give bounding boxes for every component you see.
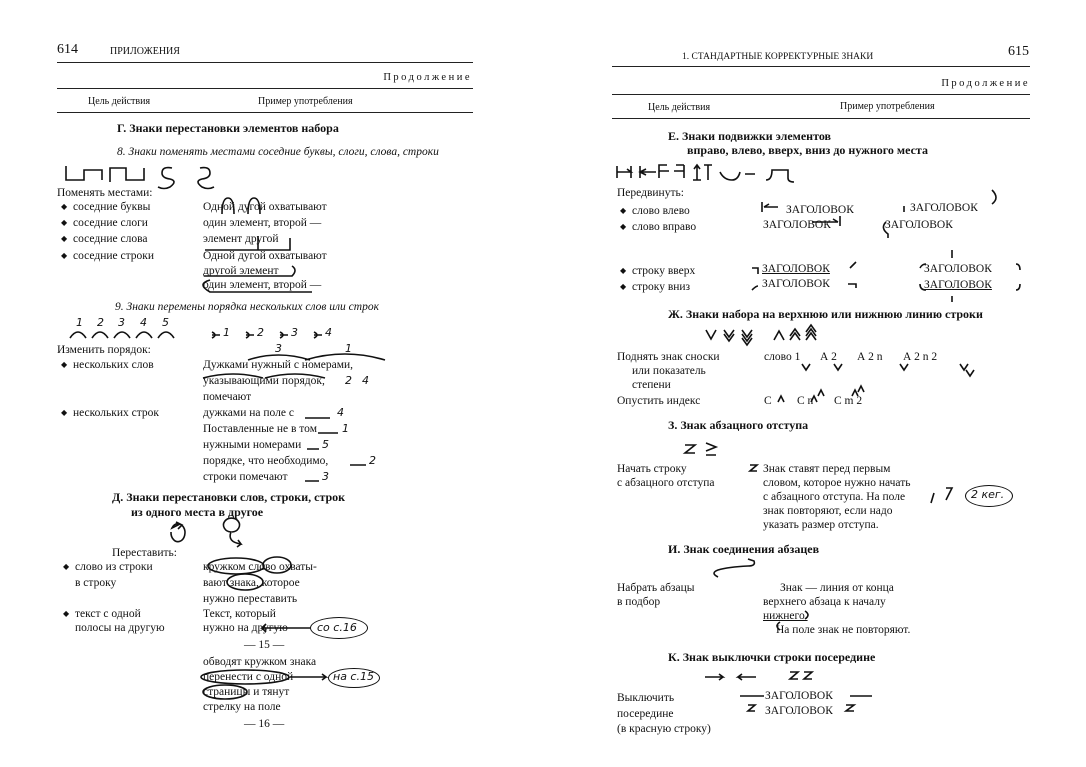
row-label: в строку (75, 577, 117, 589)
section-heading: И. Знак соединения абзацев (668, 542, 820, 556)
row-text: нижнего. (763, 610, 808, 622)
row-label: ◆ нескольких слов (73, 358, 154, 372)
row-label: ◆ соседние строки (73, 249, 154, 263)
margin-note: со с.16 (317, 621, 357, 634)
row-text: На поле знак не повторяют. (776, 624, 911, 636)
row-example: порядке, что необходимо, (203, 455, 329, 467)
row-example: ЗАГОЛОВОК (765, 705, 833, 717)
row-example: нужно переставить (203, 593, 298, 605)
row-example: Текст, который (203, 608, 276, 620)
bracket-number: 4 (325, 326, 332, 339)
order-mark: 5 (322, 438, 329, 451)
row-label: ◆ слово из строки (75, 560, 153, 574)
row-label: ◆ соседние слоги (73, 216, 148, 230)
subsection-heading: 8. Знаки поменять местами соседние буквы, слоги, слова, строки (117, 146, 439, 158)
row-label: Опустить индекс (617, 395, 701, 407)
row-example: помечают (203, 391, 252, 403)
section-heading: Д. Знаки перестановки слов, строки, строк (112, 490, 346, 504)
row-text: Знак ставят перед первым (763, 463, 891, 475)
row-label: ◆ соседние слова (73, 232, 147, 246)
row-example: элемент другой (203, 233, 279, 245)
bracket-number: 2 (257, 326, 264, 339)
order-mark: 1 (345, 342, 352, 355)
margin-note: на с.15 (333, 670, 374, 683)
column-header-example: Пример употребления (840, 101, 935, 112)
row-label: ◆ текст с одной (75, 607, 141, 621)
lead-text: Поменять местами: (57, 187, 153, 199)
row-example: перенести с одной (203, 671, 294, 683)
row-example: ЗАГОЛОВОК (762, 263, 830, 275)
order-mark: 4 (337, 406, 344, 419)
row-example: стрелку на поле (203, 701, 281, 713)
raise-example: слово 1 (764, 351, 801, 363)
raise-example: А 2 n 2 (903, 351, 938, 363)
row-example: ЗАГОЛОВОК (924, 263, 992, 275)
row-text: указать размер отступа. (763, 519, 879, 531)
row-example: нужными номерами (203, 439, 302, 451)
row-example: один элемент, второй — (203, 217, 322, 229)
section-heading: З. Знак абзацного отступа (668, 418, 809, 432)
row-label: ◆ слово вправо (632, 220, 696, 234)
row-example: Одной дугой охватывают (203, 250, 327, 262)
row-example: вают знака, которое (203, 577, 300, 589)
lead-text: Изменить порядок: (57, 344, 151, 356)
row-example: Дужками нужный с номерами, (203, 359, 354, 371)
row-label: Выключить (617, 692, 675, 704)
divider (612, 94, 1030, 95)
row-example: указывающими порядок, (203, 375, 325, 387)
divider (57, 112, 473, 113)
divider (57, 62, 473, 63)
lower-example: С n (797, 395, 814, 407)
bracket-number: 1 (223, 326, 230, 339)
row-label: Набрать абзацы (617, 582, 695, 594)
continuation-label: Продолжение (941, 78, 1030, 89)
bracket-number: 3 (291, 326, 298, 339)
column-header-purpose: Цель действия (88, 96, 151, 107)
page-number: 615 (1008, 44, 1029, 59)
page-marker: — 16 — (244, 718, 285, 730)
order-mark: 3 (322, 470, 329, 483)
page-marker: — 15 — (244, 639, 285, 651)
row-example: ЗАГОЛОВОК (885, 219, 953, 231)
row-label: с абзацного отступа (617, 477, 715, 489)
row-label: ◆ строку вверх (632, 264, 695, 278)
row-example: нужно на другую (203, 622, 288, 634)
row-text: словом, которое нужно начать (763, 477, 911, 489)
lead-text: Переставить: (112, 547, 177, 559)
row-text: с абзацного отступа. На поле (763, 491, 906, 503)
row-example: ЗАГОЛОВОК (786, 204, 854, 216)
divider (57, 88, 473, 89)
lower-example: С m 2 (834, 395, 863, 407)
row-text: верхнего абзаца к началу (763, 596, 886, 608)
lead-text: Передвинуть: (617, 187, 684, 199)
row-example: кружком слово охваты- (203, 561, 317, 573)
row-example: ЗАГОЛОВОК (763, 219, 831, 231)
row-example: ЗАГОЛОВОК (910, 202, 978, 214)
row-example: ЗАГОЛОВОК (765, 690, 833, 702)
section-heading: из одного места в другое (131, 505, 264, 519)
order-mark: 2 (369, 454, 376, 467)
order-mark: 4 (362, 374, 369, 387)
section-heading: вправо, влево, вверх, вниз до нужного места (687, 143, 928, 157)
row-example: Поставленные не в том (203, 423, 317, 435)
row-label: ◆ нескольких строк (73, 406, 159, 420)
row-label: или показатель (632, 365, 706, 377)
divider (612, 118, 1030, 119)
margin-note: 2 кег. (971, 488, 1005, 501)
continuation-label: Продолжение (383, 72, 472, 83)
section-heading: Г. Знаки перестановки элементов набора (117, 121, 339, 135)
lower-example: С (764, 395, 772, 407)
arc-number: 3 (118, 316, 125, 329)
row-example: дужками на поле с (203, 407, 294, 419)
section-heading: К. Знак выключки строки посередине (668, 650, 876, 664)
row-label: ◆ соседние буквы (73, 200, 150, 214)
row-label: полосы на другую (75, 622, 165, 634)
row-label: ◆ слово влево (632, 204, 690, 218)
running-head: 1. СТАНДАРТНЫЕ КОРРЕКТУРНЫЕ ЗНАКИ (682, 52, 874, 62)
row-label: в подбор (617, 596, 661, 608)
arc-number: 1 (76, 316, 83, 329)
row-example: строки помечают (203, 471, 288, 483)
order-mark: 2 (345, 374, 352, 387)
raise-example: А 2 n (857, 351, 883, 363)
row-label: (в красную строку) (617, 723, 711, 735)
row-label: Поднять знак сноски (617, 351, 720, 363)
row-example: другой элемент (203, 265, 279, 277)
row-example: ЗАГОЛОВОК (924, 279, 992, 291)
subsection-heading: 9. Знаки перемены порядка нескольких слов или строк (115, 301, 379, 313)
row-label: Начать строку (617, 463, 687, 475)
column-header-purpose: Цель действия (648, 102, 711, 113)
row-text: знак повторяют, если надо (763, 505, 893, 517)
raise-example: А 2 (820, 351, 837, 363)
section-heading: Ж. Знаки набора на верхнюю или нижнюю линию строки (668, 307, 983, 321)
page-number: 614 (57, 42, 78, 57)
row-example: обводят кружком знака (203, 656, 317, 668)
arc-number: 5 (162, 316, 169, 329)
divider (612, 66, 1030, 67)
row-text: Знак — линия от конца (780, 582, 894, 594)
row-label: ◆ строку вниз (632, 280, 690, 294)
order-mark: 1 (342, 422, 349, 435)
arc-number: 2 (97, 316, 104, 329)
row-label: посередине (617, 708, 674, 720)
section-heading: Е. Знаки подвижки элементов (668, 129, 832, 143)
running-head: ПРИЛОЖЕНИЯ (110, 46, 180, 57)
order-mark: 3 (275, 342, 282, 355)
column-header-example: Пример употребления (258, 96, 353, 107)
row-example: ЗАГОЛОВОК (762, 278, 830, 290)
arc-number: 4 (140, 316, 147, 329)
row-example: страницы и тянут (203, 686, 290, 698)
row-example: один элемент, второй — (203, 279, 322, 291)
row-example: Одной дугой охватывают (203, 201, 327, 213)
row-label: степени (632, 379, 671, 391)
